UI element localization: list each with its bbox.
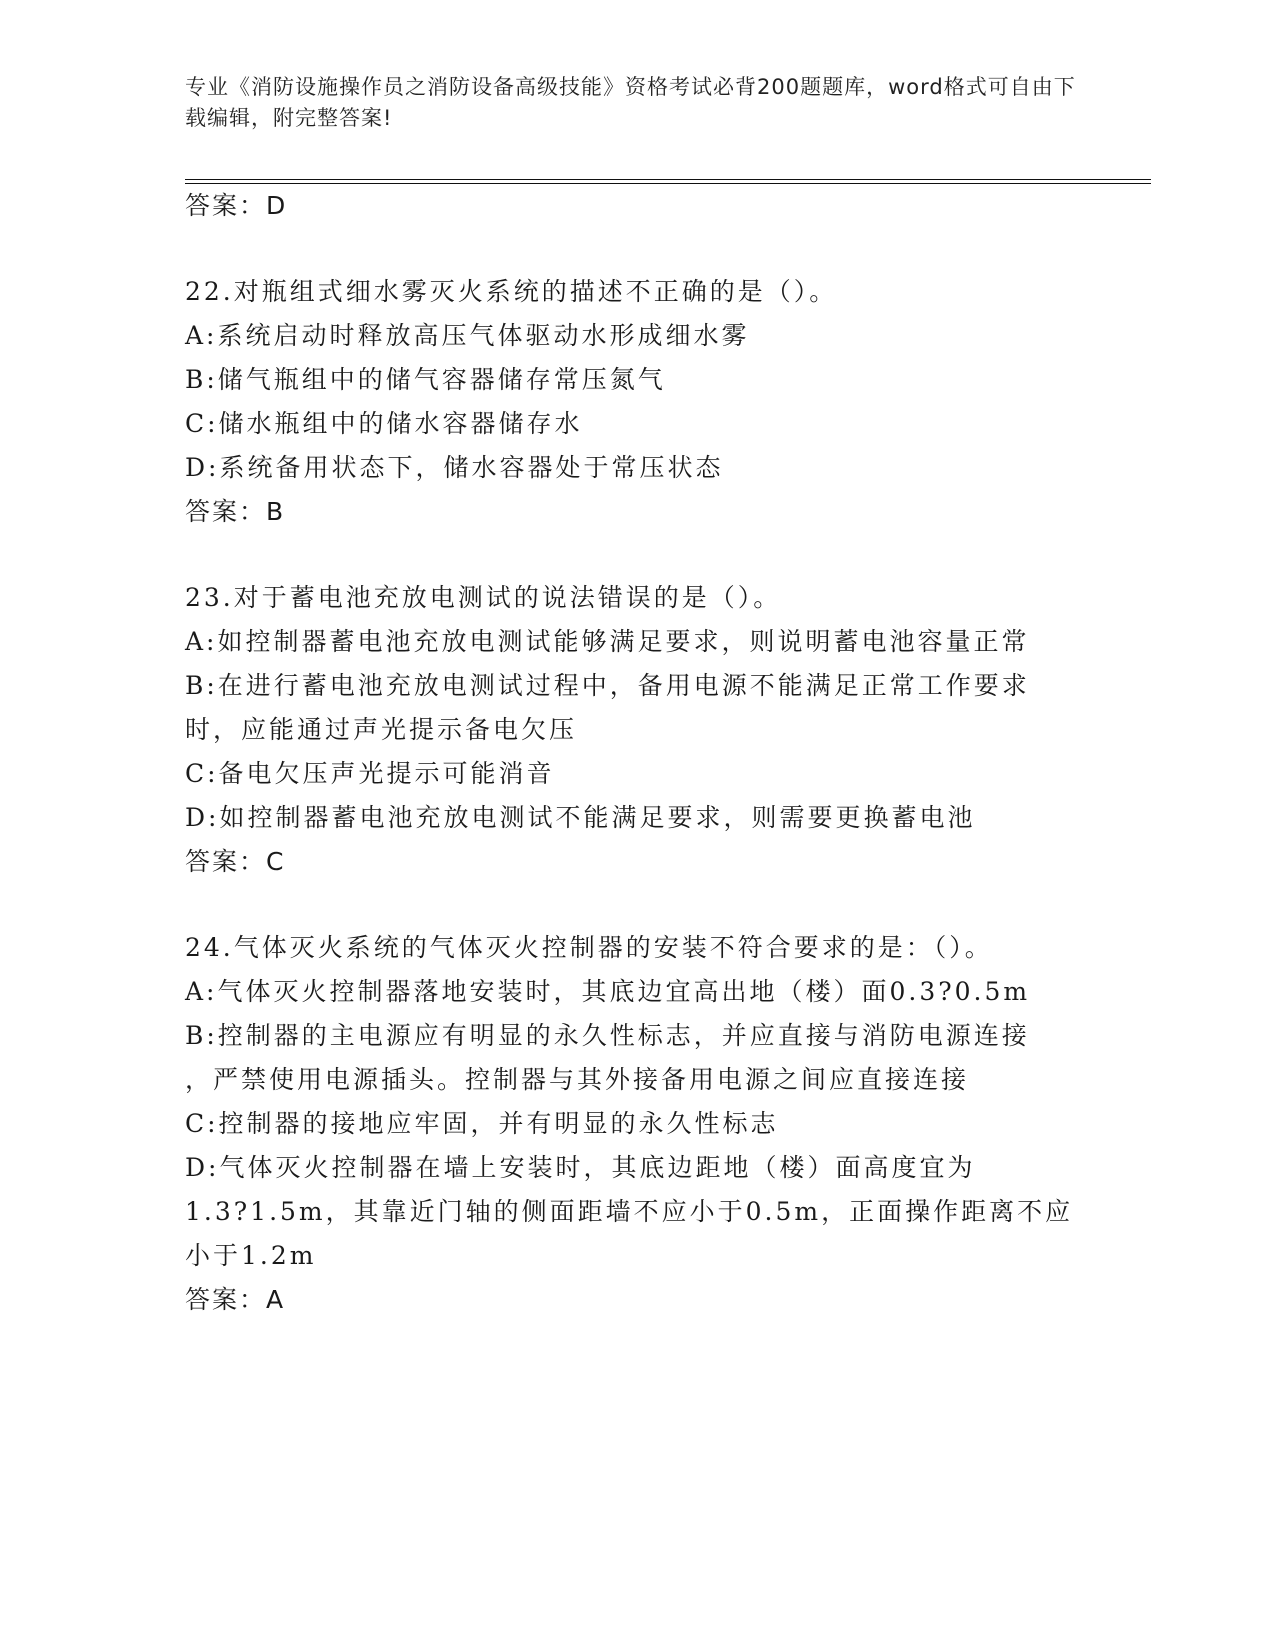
question-24-answer: 答案：A: [185, 1285, 286, 1314]
question-24-option-d-cont-2: 小于1.2m: [185, 1241, 317, 1270]
question-23-option-b: B:在进行蓄电池充放电测试过程中，备用电源不能满足正常工作要求: [185, 671, 1030, 700]
question-24-option-a: A:气体灭火控制器落地安装时，其底边宜高出地（楼）面0.3?0.5m: [185, 977, 1031, 1006]
question-22-option-c: C:储水瓶组中的储水容器储存水: [185, 409, 583, 438]
question-23-answer: 答案：C: [185, 847, 286, 876]
question-23-option-a: A:如控制器蓄电池充放电测试能够满足要求，则说明蓄电池容量正常: [185, 627, 1030, 656]
question-22-option-a: A:系统启动时释放高压气体驱动水形成细水雾: [185, 321, 750, 350]
question-23-stem: 23.对于蓄电池充放电测试的说法错误的是（）。: [185, 583, 782, 612]
header-divider: [185, 179, 1151, 184]
question-23-option-c: C:备电欠压声光提示可能消音: [185, 759, 555, 788]
question-24-option-c: C:控制器的接地应牢固，并有明显的永久性标志: [185, 1109, 779, 1138]
question-22-stem: 22.对瓶组式细水雾灭火系统的描述不正确的是（）。: [185, 277, 838, 306]
question-24-option-b: B:控制器的主电源应有明显的永久性标志，并应直接与消防电源连接: [185, 1021, 1030, 1050]
question-22-option-b: B:储气瓶组中的储气容器储存常压氮气: [185, 365, 666, 394]
question-22-answer: 答案：B: [185, 497, 286, 526]
question-23-option-b-cont: 时，应能通过声光提示备电欠压: [185, 715, 578, 744]
question-24-stem: 24.气体灭火系统的气体灭火控制器的安装不符合要求的是：（）。: [185, 933, 993, 962]
question-22-option-d: D:系统备用状态下，储水容器处于常压状态: [185, 453, 724, 482]
question-24-option-b-cont: ，严禁使用电源插头。控制器与其外接备用电源之间应直接连接: [185, 1065, 970, 1094]
page-header: [185, 72, 1085, 134]
previous-answer: 答案：D: [185, 191, 288, 220]
question-24-option-d-cont-1: 1.3?1.5m，其靠近门轴的侧面距墙不应小于0.5m，正面操作距离不应: [185, 1197, 1074, 1226]
header-text: 专业《消防设施操作员之消防设备高级技能》资格考试必背200题题库，word格式可自由下载编辑，附完整答案!: [185, 75, 1076, 130]
question-24-option-d: D:气体灭火控制器在墙上安装时，其底边距地（楼）面高度宜为: [185, 1153, 976, 1182]
question-23-option-d: D:如控制器蓄电池充放电测试不能满足要求，则需要更换蓄电池: [185, 803, 976, 832]
